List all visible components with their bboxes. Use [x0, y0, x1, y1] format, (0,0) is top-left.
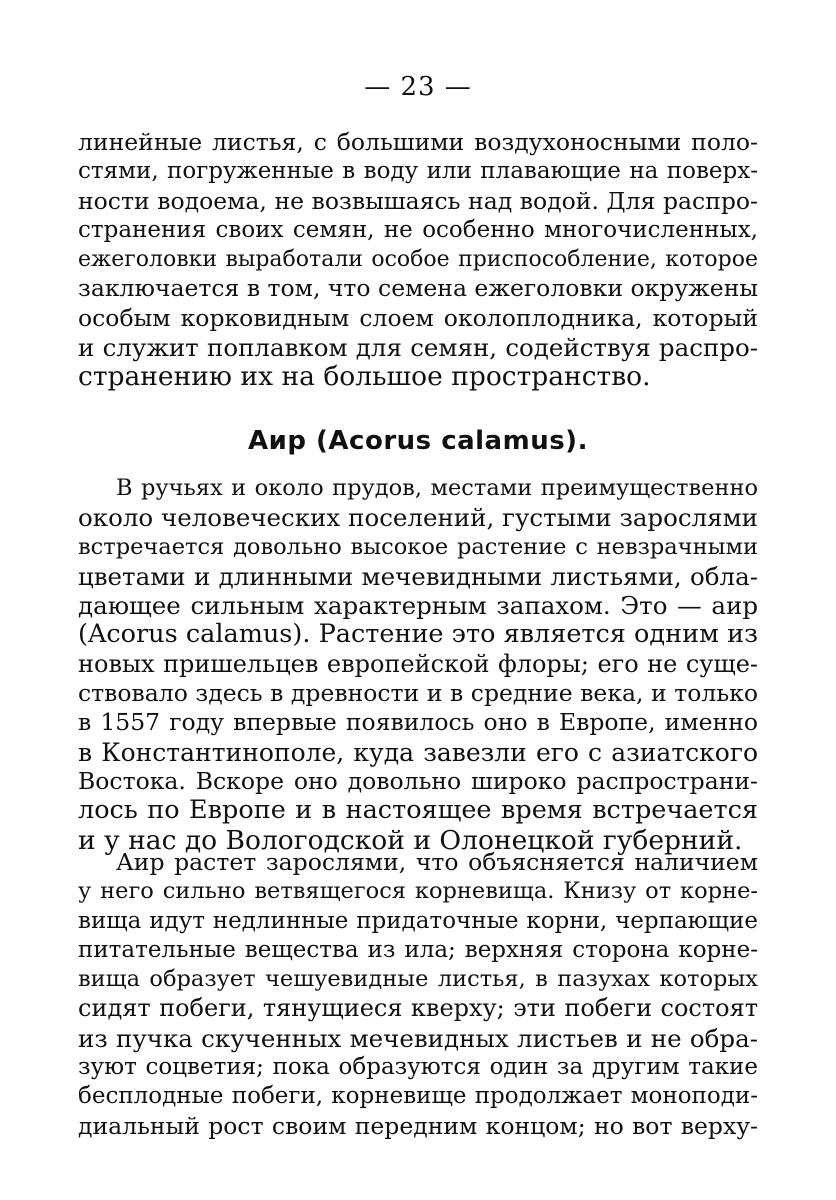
- text-line: в 1557 году впервые появилось оно в Европе, именно: [78, 708, 758, 737]
- text-line: сидят побеги, тянущиеся кверху; эти побеги состоят: [78, 994, 758, 1023]
- text-line: ежеголовки выработали особое приспособление, которое: [78, 247, 758, 273]
- page-number: — 23 —: [364, 72, 472, 102]
- text-line: вища идут недлинные придаточные корни, черпающие: [78, 907, 758, 934]
- text-line: странению их на большое пространство.: [78, 361, 651, 393]
- text-line: встречается довольно высокое растение с невзрачными: [78, 533, 758, 560]
- paragraph-acorus-intro: [78, 474, 758, 855]
- text-line: (Acorus calamus). Растение это является одним из: [78, 619, 758, 650]
- text-line: зуют соцветия; пока образуются один за другим такие: [78, 1054, 758, 1081]
- text-line: цветами и длинными мечевидными листьями, обла-: [78, 561, 758, 591]
- text-line: странения своих семян, не особенно многочисленных,: [78, 216, 758, 243]
- text-line: около человеческих поселений, густыми зарослями: [78, 503, 758, 533]
- text-line: линейные листья, с большими воздухоносными поло-: [78, 128, 758, 156]
- section-heading: Аир (Acorus calamus).: [248, 426, 588, 456]
- text-line: новых пришельцев европейской флоры; его не суще-: [78, 649, 758, 678]
- text-line: и у нас до Вологодской и Олонецкой губерний.: [78, 824, 743, 856]
- text-line: Востока. Вскоре оно довольно широко распространи-: [78, 766, 758, 795]
- text-line: в Константинополе, куда завезли его с азиатского: [78, 737, 758, 767]
- text-line: ности водоема, не возвышаясь над водой. Для распро-: [78, 186, 758, 215]
- text-line: вища образует чешуевидные листья, в пазухах которых: [78, 966, 758, 993]
- text-line: лось по Европе и в настоящее время встречается: [78, 795, 758, 826]
- text-line: питательные вещества из ила; верхняя сторона корне-: [78, 936, 758, 963]
- text-line: у него сильно ветвящегося корневища. Книзу от корне-: [78, 878, 758, 905]
- text-line: Аир растет зарослями, что объясняется наличием: [116, 848, 758, 876]
- paragraph-acorus-growth: [78, 848, 758, 1141]
- text-line: диальный рост своим передним концом; но вот верху-: [78, 1111, 758, 1140]
- text-line: дающее сильным характерным запахом. Это — аир: [78, 591, 758, 621]
- text-line: заключается в том, что семена ежеголовки окружены: [78, 274, 759, 303]
- text-line: и служит поплавком для семян, содействуя распро-: [78, 333, 758, 363]
- continuation-paragraph: [78, 128, 758, 392]
- text-line: В ручьях и около прудов, местами преимущественно: [116, 475, 758, 501]
- text-line: особым корковидным слоем околоплодника, который: [78, 303, 758, 332]
- text-line: стями, погруженные в воду или плавающие на поверх-: [78, 158, 758, 185]
- text-line: бесплодные побеги, корневище продолжает моноподи-: [78, 1083, 758, 1110]
- text-line: ствовало здесь в древности и в средние века, и только: [78, 679, 758, 708]
- text-line: из пучка скученных мечевидных листьев и не обра-: [78, 1023, 758, 1053]
